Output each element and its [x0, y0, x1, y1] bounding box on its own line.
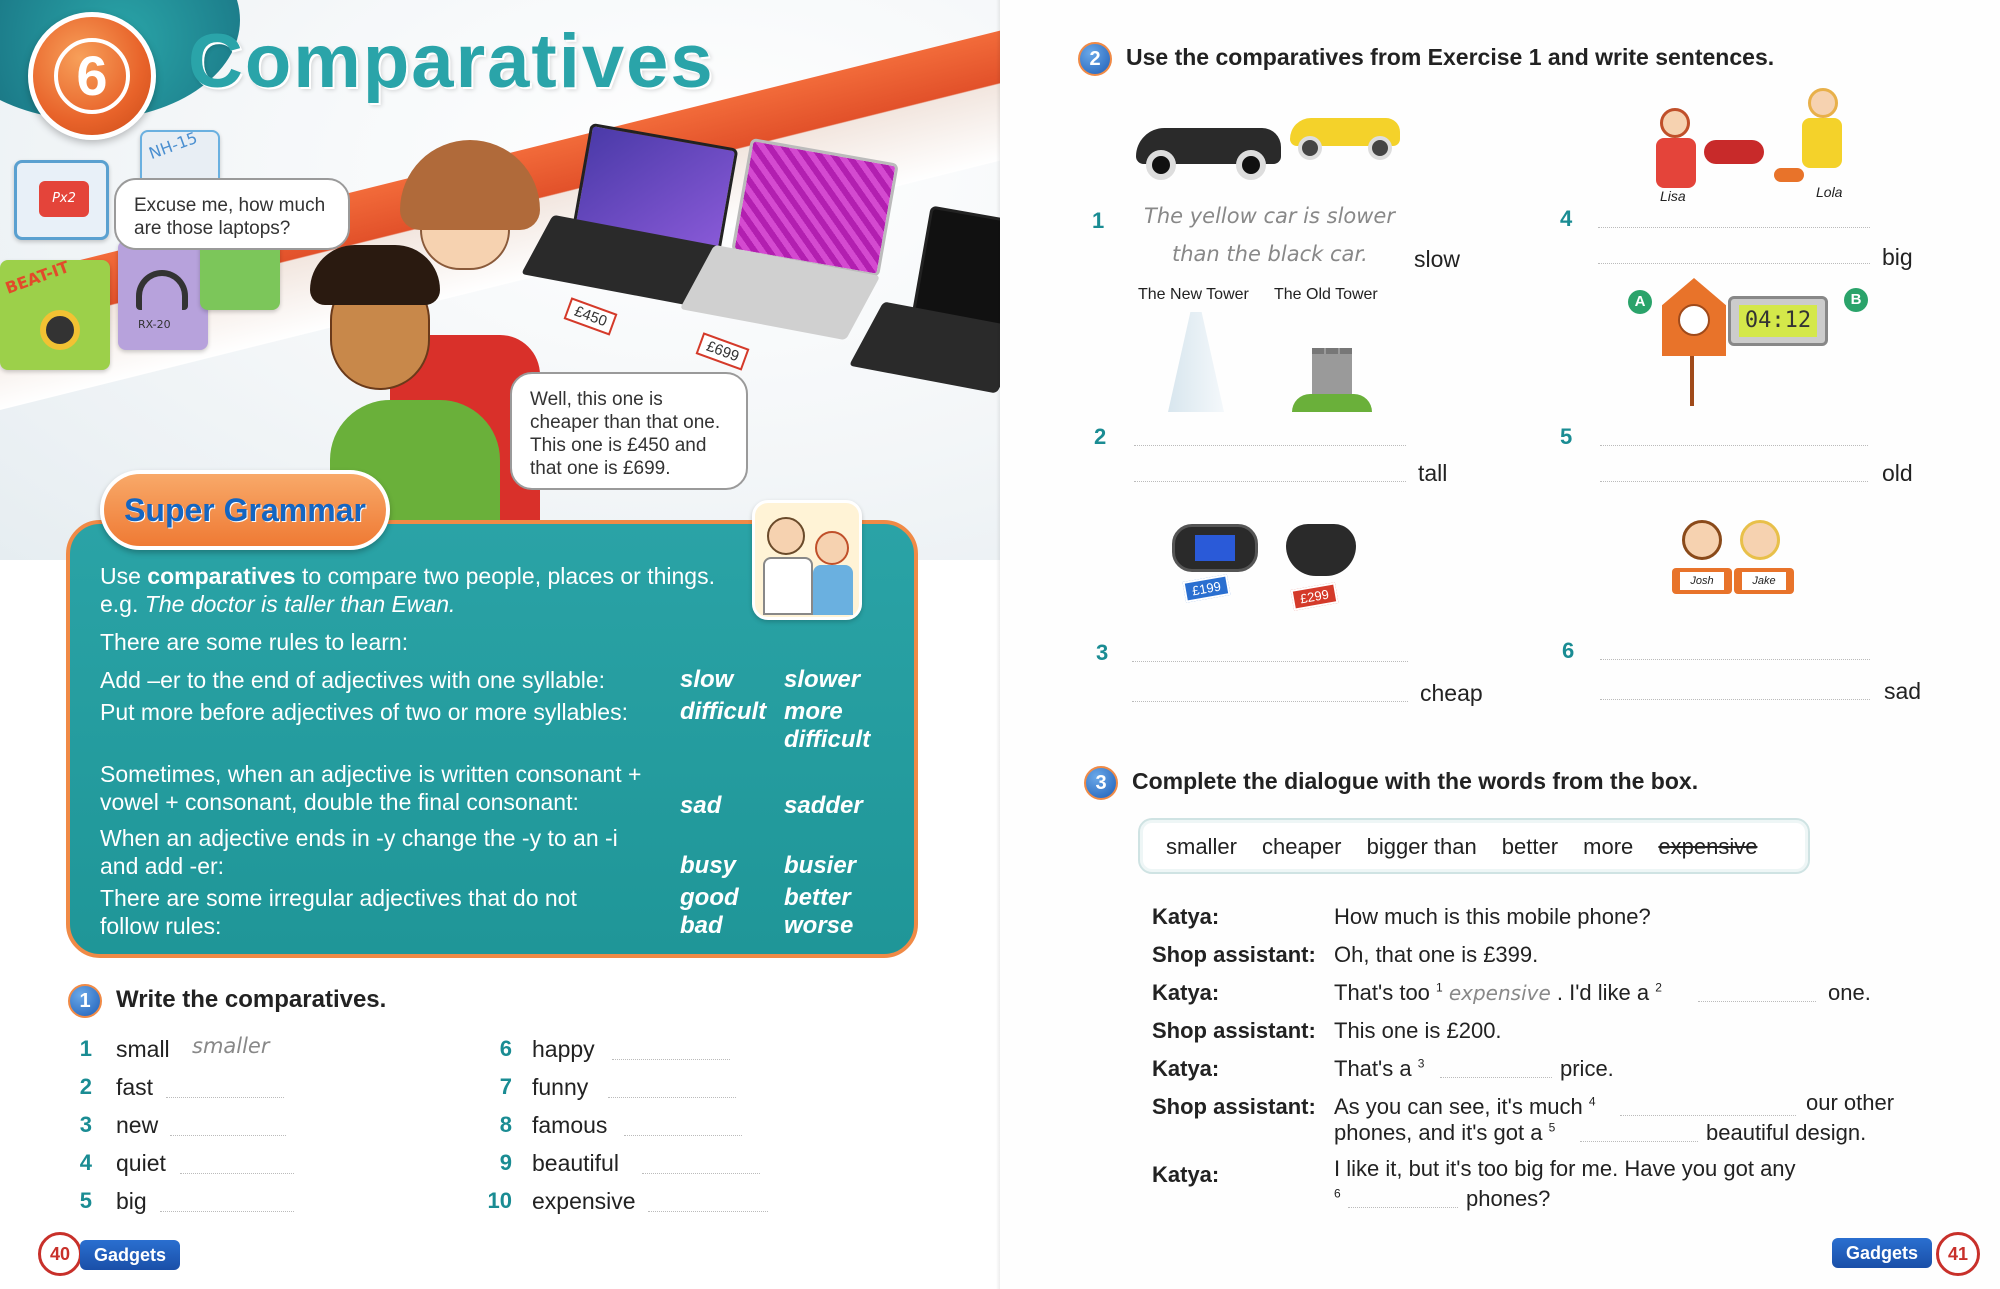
- exercise-1-item-word: quiet: [116, 1150, 166, 1176]
- josh-desk: [1672, 568, 1732, 594]
- exercise-1-number: 1: [68, 984, 102, 1018]
- gap-line[interactable]: [1348, 1206, 1458, 1208]
- exercise-1-item-word: new: [116, 1112, 159, 1138]
- exercise-3-title: Complete the dialogue with the words from the box.: [1132, 768, 1699, 794]
- dialogue-line: [1334, 980, 1662, 1006]
- name-label: Lisa: [1660, 188, 1686, 204]
- car-wheel: [1298, 136, 1322, 160]
- exercise-2-answer-line[interactable]: [1598, 226, 1870, 228]
- exercise-1-item-number: 5: [79, 1188, 92, 1213]
- gap-line[interactable]: [1440, 1076, 1552, 1078]
- price-tag: £199: [1183, 574, 1231, 602]
- speaker-icon: [40, 310, 80, 350]
- exercise-2-answer-line[interactable]: [1600, 444, 1868, 446]
- cars-illustration: [1136, 100, 1286, 180]
- big-dog: [1704, 140, 1764, 164]
- small-dog: [1774, 168, 1804, 182]
- new-tower-illustration: [1168, 312, 1224, 412]
- exercise-1-item-word: fast: [116, 1074, 154, 1100]
- jake-desk: [1734, 568, 1794, 594]
- dialogue-text: . I'd like a: [1550, 980, 1656, 1005]
- grammar-rule-base: bad: [680, 912, 723, 939]
- jake-head: [1740, 520, 1780, 560]
- yellow-car-illustration: [1290, 104, 1400, 164]
- grammar-rule-comparative: better: [784, 884, 851, 911]
- doctor-coat: [763, 557, 813, 615]
- exercise-1-item-word: big: [116, 1188, 147, 1214]
- clock-pendulum: [1690, 356, 1694, 406]
- dialogue-line: How much is this mobile phone?: [1334, 904, 1651, 929]
- exercise-2-adjective: slow: [1414, 246, 1461, 272]
- page-number-right: 41: [1936, 1232, 1980, 1276]
- ewan-body: [813, 565, 853, 615]
- word-box-item: expensive: [1658, 834, 1758, 859]
- exercise-1-answer-line[interactable]: [166, 1096, 284, 1098]
- grammar-rule-comparative: more difficult: [784, 698, 871, 753]
- word-box-item: more: [1583, 834, 1634, 859]
- dialogue-speaker: Katya:: [1152, 980, 1220, 1005]
- unit-number: 6: [54, 38, 130, 114]
- ewan-head: [815, 531, 849, 565]
- box-label: NH-15: [146, 127, 200, 164]
- unit-title: Comparatives: [188, 19, 715, 104]
- grammar-rule-text: Sometimes, when an adjective is written consonant + vowel + consonant, double the final consonant:: [100, 761, 642, 815]
- gap-number: 1: [1436, 980, 1443, 995]
- car-wheel: [1236, 150, 1266, 180]
- old-tower-illustration: [1292, 348, 1372, 412]
- exercise-1-item-number: 2: [79, 1074, 92, 1099]
- dialogue-line: This one is £200.: [1334, 1018, 1502, 1043]
- name-card: Josh: [1680, 572, 1724, 590]
- exercise-2-number: 2: [1078, 42, 1112, 76]
- gadget-box: [14, 160, 109, 240]
- speech-bubble-customer: Excuse me, how much are those laptops?: [114, 178, 350, 250]
- dialogue-line: price.: [1560, 1056, 1614, 1081]
- car-wheel: [1368, 136, 1392, 160]
- exercise-2-item-number: 3: [1096, 640, 1109, 665]
- gadget-box: [0, 257, 110, 370]
- name-label: Lola: [1816, 184, 1843, 200]
- exercise-1-item-word: beautiful: [532, 1150, 619, 1176]
- price-tag: £450: [564, 297, 618, 336]
- page-number-left: 40: [38, 1232, 82, 1276]
- dialogue-line: Oh, that one is £399.: [1334, 942, 1539, 967]
- gap-number: 2: [1655, 980, 1662, 995]
- customer-hair: [310, 245, 440, 305]
- exercise-1-item-number: 1: [79, 1036, 92, 1061]
- footer-section-right: Gadgets: [1832, 1238, 1932, 1268]
- exercise-2-adjective: tall: [1418, 460, 1448, 486]
- dialogue-line: one.: [1828, 980, 1871, 1005]
- exercise-1-item-number: 4: [79, 1150, 92, 1175]
- word-box-item: smaller: [1166, 834, 1237, 859]
- grammar-rule-base: sad: [680, 792, 722, 819]
- grammar-rule-text: When an adjective ends in -y change the -y to an -i and add -er:: [100, 825, 618, 879]
- exercise-1-answer-line[interactable]: [624, 1134, 742, 1136]
- exercise-2-answer-line[interactable]: [1132, 660, 1408, 662]
- car-wheel: [1146, 150, 1176, 180]
- grammar-example-pre: e.g.: [100, 591, 145, 617]
- dialogue-line: our other: [1806, 1090, 1895, 1115]
- dialogue-text: phones, and it's got a: [1334, 1120, 1549, 1145]
- dialogue-speaker: Katya:: [1152, 1056, 1220, 1081]
- grammar-rules-intro: There are some rules to learn:: [100, 629, 409, 655]
- exercise-1-answer-line[interactable]: [170, 1134, 286, 1136]
- marker-a: A: [1628, 290, 1652, 314]
- name-card: Jake: [1742, 572, 1786, 590]
- digital-clock: [1728, 296, 1828, 346]
- grass: [1292, 394, 1372, 412]
- exercise-2-item-number: 6: [1562, 638, 1575, 663]
- lisa-body: [1656, 138, 1696, 188]
- word-box-list: [1166, 834, 1777, 860]
- exercise-2-adjective: big: [1882, 244, 1913, 270]
- price-tag: £699: [696, 332, 750, 371]
- exercise-1-item-word: funny: [532, 1074, 589, 1100]
- dialogue-line: phones?: [1466, 1186, 1551, 1211]
- exercise-1-item-word: expensive: [532, 1188, 636, 1214]
- dialogue-line: [1334, 1120, 1555, 1146]
- exercise-1-answer-line[interactable]: [160, 1210, 294, 1212]
- exercise-2-adjective: sad: [1884, 678, 1922, 704]
- dialogue-speaker: Shop assistant:: [1152, 1018, 1316, 1043]
- gap-line[interactable]: [1580, 1140, 1698, 1142]
- gamepad-illustration: [1286, 524, 1356, 576]
- game-console-illustration: [1172, 524, 1258, 572]
- grammar-rule-text: There are some irregular adjectives that do not follow rules:: [100, 885, 577, 939]
- exercise-2-answer-line[interactable]: [1134, 444, 1406, 446]
- exercise-2-answer-line[interactable]: [1132, 700, 1408, 702]
- exercise-2-answer-line[interactable]: [1600, 480, 1868, 482]
- josh-head: [1682, 520, 1722, 560]
- exercise-1-answer-line[interactable]: [608, 1096, 736, 1098]
- grammar-example: [100, 590, 455, 618]
- lisa-head: [1660, 108, 1690, 138]
- dialogue-speaker: Katya:: [1152, 904, 1220, 929]
- box-label: Px2: [39, 181, 89, 217]
- word-box-item: cheaper: [1262, 834, 1342, 859]
- dialogue-speaker: Katya:: [1152, 1162, 1220, 1187]
- exercise-2-answer-line[interactable]: [1600, 698, 1870, 700]
- dialogue-text: That's too: [1334, 980, 1437, 1005]
- exercise-1-item-word: famous: [532, 1112, 608, 1138]
- exercise-2-answer-line[interactable]: [1598, 262, 1870, 264]
- exercise-1-item-word: small: [116, 1036, 170, 1062]
- gap-answer[interactable]: expensive: [1448, 981, 1551, 1005]
- exercise-2-title: Use the comparatives from Exercise 1 and write sentences.: [1126, 44, 1775, 70]
- dialogue-text: That's a: [1334, 1056, 1418, 1081]
- exercise-3-number: 3: [1084, 766, 1118, 800]
- price-tag: £299: [1291, 582, 1339, 610]
- grammar-example-text: The doctor is taller than Ewan.: [144, 591, 456, 617]
- exercise-1-item-answer[interactable]: smaller: [192, 1034, 270, 1058]
- exercise-1-item-number: 6: [499, 1036, 512, 1061]
- dialogue-text: As you can see, it's much: [1334, 1094, 1589, 1119]
- box-label: RX-20: [138, 318, 171, 331]
- exercise-2-adjective: cheap: [1420, 680, 1483, 706]
- gap-number: 6: [1334, 1186, 1341, 1201]
- exercise-2-item-number: 1: [1092, 208, 1105, 233]
- grammar-rule-base: slow: [680, 666, 734, 693]
- dialogue-line: I like it, but it's too big for me. Have you got any: [1334, 1156, 1796, 1181]
- exercise-2-answer[interactable]: The yellow car is slower: [1144, 204, 1395, 228]
- exercise-2-answer[interactable]: than the black car.: [1172, 242, 1368, 266]
- word-box: [1138, 818, 1810, 874]
- grammar-rule-base: difficult: [680, 698, 767, 725]
- gap-line[interactable]: [1698, 1000, 1816, 1002]
- gadget-box: [118, 240, 208, 350]
- doctor-head: [767, 517, 805, 555]
- dialogue-line: [1334, 1056, 1424, 1082]
- headphones-icon: [136, 270, 188, 310]
- box-label: BEAT-IT: [2, 257, 72, 298]
- lola-body: [1802, 118, 1842, 168]
- exercise-1-item-number: 7: [499, 1074, 512, 1099]
- girls-dogs-illustration: [1640, 88, 1850, 198]
- grammar-rule-base: busy: [680, 852, 737, 879]
- gap-line[interactable]: [1620, 1114, 1796, 1116]
- exercise-1-item-number: 8: [499, 1112, 512, 1137]
- dialogue-line: beautiful design.: [1706, 1120, 1867, 1145]
- digital-clock-display: 04:12: [1739, 305, 1817, 337]
- exercise-1-item-number: 3: [79, 1112, 92, 1137]
- super-grammar-tab: [100, 470, 390, 550]
- grammar-rule-base: good: [680, 884, 739, 911]
- grammar-intro-pre: Use: [100, 563, 148, 589]
- grammar-intro: [100, 562, 740, 590]
- right-page: [1000, 0, 2000, 1289]
- grammar-rule-text: Put more before adjectives of two or more syllables:: [100, 699, 628, 725]
- exercise-1-title: Write the comparatives.: [116, 986, 387, 1013]
- gap-number: 4: [1588, 1094, 1596, 1109]
- exercise-2-item-number: 4: [1560, 206, 1573, 231]
- tower-caption: The New Tower: [1138, 286, 1249, 303]
- dialogue-speaker: Shop assistant:: [1152, 1094, 1316, 1119]
- doctor-illustration: [752, 500, 862, 620]
- grammar-rule-comparative: slower: [784, 666, 861, 693]
- grammar-intro-post: to compare two people, places or things.: [295, 563, 715, 589]
- unit-badge: [28, 12, 156, 140]
- speech-bubble-assistant: Well, this one is cheaper than that one. This one is £450 and that one is £699.: [510, 372, 748, 490]
- gap-number: 3: [1417, 1056, 1425, 1071]
- tower-caption: The Old Tower: [1274, 286, 1378, 303]
- grammar-intro-bold: comparatives: [147, 563, 296, 589]
- word-box-item: better: [1501, 834, 1559, 859]
- castle-tower: [1312, 348, 1352, 398]
- word-box-item: bigger than: [1366, 834, 1477, 859]
- exercise-2-item-number: 2: [1094, 424, 1107, 449]
- exercise-1-answer-line[interactable]: [648, 1210, 768, 1212]
- grammar-rule-text: Add –er to the end of adjectives with one syllable:: [100, 667, 606, 693]
- exercise-1-item-number: 10: [487, 1188, 512, 1213]
- console-screen: [1195, 535, 1235, 561]
- gap-number: 5: [1548, 1120, 1556, 1135]
- clock-face: [1678, 304, 1710, 336]
- dialogue-line: [1334, 1094, 1596, 1120]
- exercise-1-item-number: 9: [499, 1150, 512, 1175]
- exercise-1-answer-line[interactable]: [180, 1172, 294, 1174]
- grammar-rule-comparative: worse: [784, 912, 854, 939]
- dialogue-speaker: Shop assistant:: [1152, 942, 1316, 967]
- exercise-2-answer-line[interactable]: [1600, 658, 1870, 660]
- exercise-2-adjective: old: [1882, 460, 1913, 486]
- marker-b: B: [1844, 288, 1868, 312]
- super-grammar-label: Super Grammar: [124, 492, 366, 528]
- exercise-2-answer-line[interactable]: [1134, 480, 1406, 482]
- grammar-rule-comparative: busier: [784, 852, 857, 879]
- footer-section-left: Gadgets: [80, 1240, 180, 1270]
- dialogue-line: [1334, 1186, 1341, 1212]
- grammar-rule-comparative: sadder: [784, 792, 863, 819]
- exercise-2-item-number: 5: [1560, 424, 1573, 449]
- exercise-1-answer-line[interactable]: [612, 1058, 730, 1060]
- lola-head: [1808, 88, 1838, 118]
- exercise-1-item-word: happy: [532, 1036, 595, 1062]
- exercise-1-answer-line[interactable]: [642, 1172, 760, 1174]
